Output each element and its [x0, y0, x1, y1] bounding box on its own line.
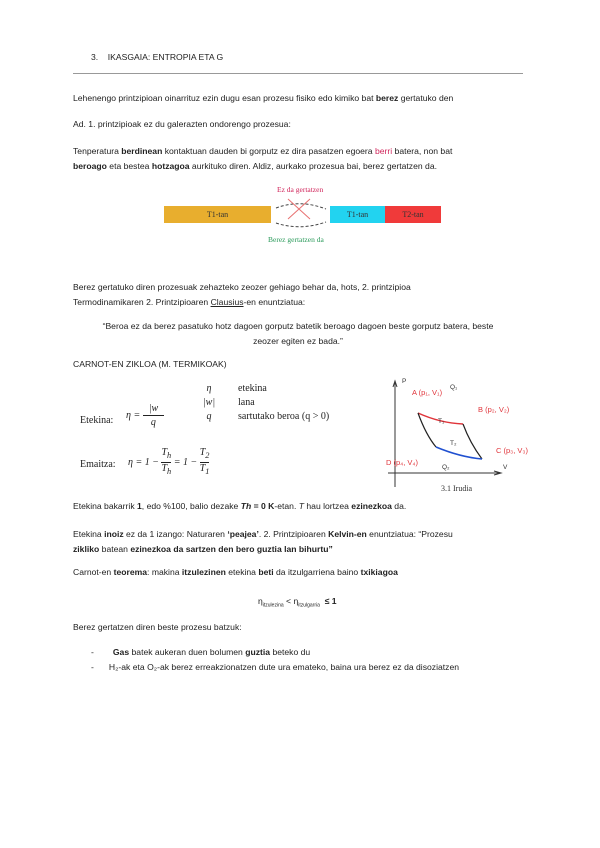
list-item: - Gas batek aukeran duen bolumen guztia beteko du	[91, 647, 311, 657]
axis-v: V	[503, 464, 508, 471]
legend-text: etekina lana sartutako beroa (q > 0)	[238, 383, 330, 422]
point-c: C (p₃, V₃)	[496, 446, 528, 455]
bar-t2: T2-tan	[385, 206, 441, 223]
legend-symbols: η |w| q	[202, 383, 216, 422]
clausius-quote: “Beroa ez da berez pasatuko hotz dagoen gorputz batetik beroago dagoen beste gorputz batera, beste zeozer egiten ez bada.”	[102, 321, 494, 346]
carnot-title: CARNOT-EN ZIKLOA (M. TERMIKOAK)	[73, 359, 227, 369]
carnot-cycle-diagram	[370, 375, 540, 500]
q2-label: Q₂	[442, 464, 450, 471]
heading-title: IKASGAIA: ENTROPIA ETA G	[107, 52, 224, 62]
point-b: B (p₂, V₂)	[478, 405, 510, 414]
result-formula: η = 1 − $T_h$ $T_h = 1$ − $T_2$ $T_1$	[128, 447, 210, 476]
paragraph-6: Etekina inoiz ez da 1 izango: Naturaren ‘peajea’. 2. Printzipioaren Kelvin-en enuntziatua: “Prozesu zikliko batean ezinezkoa da sartzen den bero guztia lan bihurtu”	[73, 529, 453, 554]
t1-label: T₁	[438, 418, 445, 425]
list-item: - H₂-ak eta O₂-ak berez erreakzionatzen dute ura emateko, baina ura berez ez da disoziatzen	[91, 662, 460, 672]
paragraph-5: Etekina bakarrik 1, edo %100, balio dezake Th = 0 K-etan. T hau lortzea ezinezkoa da.	[73, 501, 407, 511]
top-label: Ez da gertatzen	[277, 185, 324, 194]
paragraph-4: Berez gertatuko diren prozesuak zehazteko zeozer gehiago behar da, hots, 2. printzipioa Termodinamikaren 2. Printzipioaren Clausius-en enuntziatua:	[73, 282, 411, 307]
heading-number: 3.	[91, 52, 99, 62]
arrows-icon	[272, 195, 330, 235]
bottom-label: Berez gertatzen da	[268, 235, 324, 244]
carnot-inequality: $\eta_{itzulezina} < \eta_{itzulgarria} \le 1$	[258, 596, 337, 609]
bar-t1-left: T1-tan	[164, 206, 271, 223]
section-heading	[91, 52, 223, 62]
divider	[73, 73, 523, 74]
bar-t1-right: T1-tan	[330, 206, 385, 223]
etekina-label: Etekina:	[80, 415, 114, 426]
figure-caption: 3.1 Irudia	[441, 484, 473, 493]
point-a: A (p₁, V₁)	[412, 388, 443, 397]
paragraph-2: Ad. 1. printzipioak ez du galerazten ondorengo prozesua:	[73, 119, 291, 129]
paragraph-8: Berez gertatzen diren beste prozesu batzuk:	[73, 622, 242, 632]
q1-label: Q₁	[450, 384, 458, 391]
paragraph-7: Carnot-en teorema: makina itzulezinen etekina beti da itzulgarriena baino txikiagoa	[73, 567, 398, 577]
axis-p: P	[402, 378, 407, 385]
paragraph-3: Tenperatura berdinean kontaktuan dauden bi gorputz ez dira pasatzen egoera berri batera, non bat beroago eta bestea hotzagoa aurkituko diren. Aldiz, aurkako prozesua bai, berez gertatzen da.	[73, 146, 453, 171]
paragraph-1: Lehenengo printzipioan oinarrituz ezin dugu esan prozesu fisiko edo kimiko bat berez gertatuko den	[73, 93, 454, 103]
eta-formula: η = $\frac{|w}{q}$	[126, 402, 164, 429]
point-d: D (p₄, V₄)	[386, 458, 418, 467]
t2-label: T₂	[450, 440, 457, 447]
emaitza-label: Emaitza:	[80, 459, 116, 470]
